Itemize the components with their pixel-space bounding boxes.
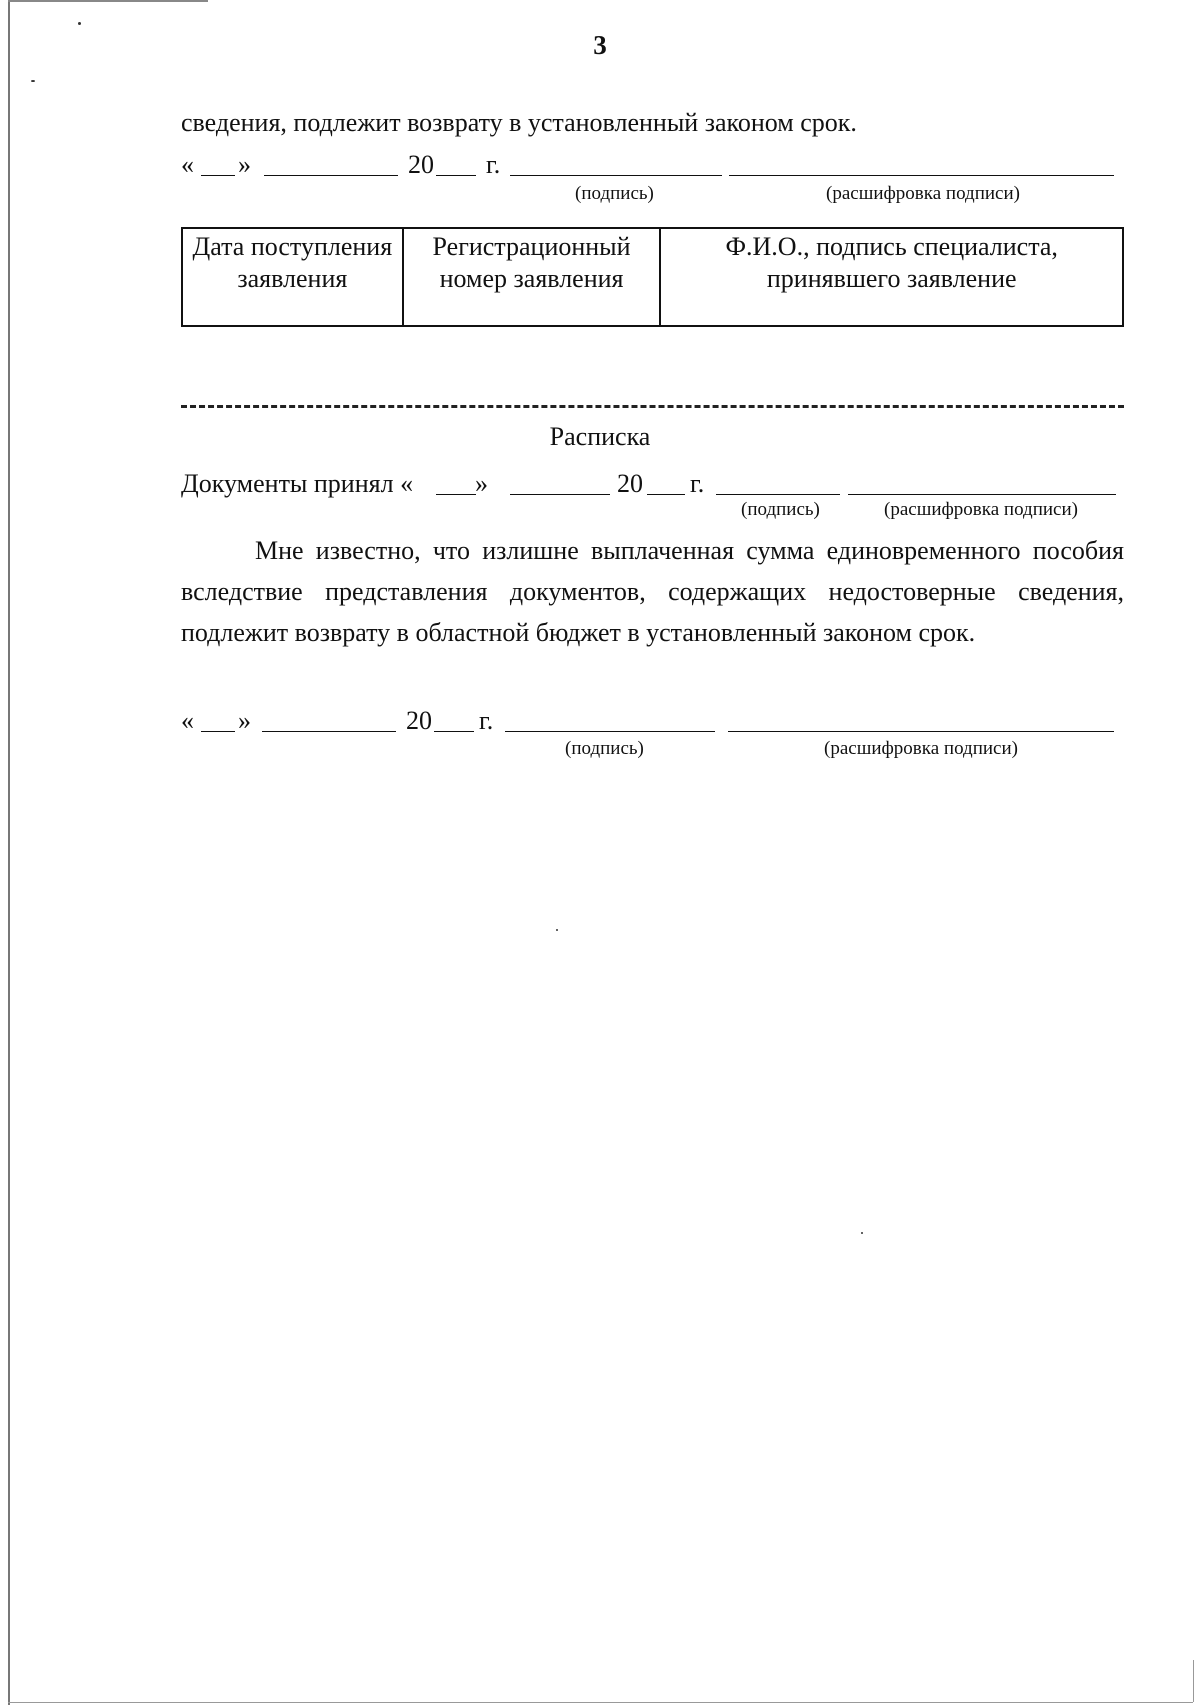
year-prefix: 20 [617,469,643,498]
cut-line-divider [181,405,1124,408]
table-header-date: Дата поступления заявления [182,228,403,326]
year-suffix: г. [690,469,705,498]
decode-caption: (расшифровка подписи) [824,738,1018,759]
receipt-paragraph: Мне известно, что излишне выплаченная сумма единовременного пособия вследствие представления документов, содержащих недостоверные сведения, подлежит возврату в областной бюджет в установленный законом срок. [181,536,1124,647]
scan-speck [861,1232,863,1234]
date-close-quote: » [238,706,251,735]
decode-caption: (расшифровка подписи) [884,499,1078,520]
day-blank [201,731,235,732]
accepted-label: Документы принял « [181,469,414,498]
signature-caption: (подпись) [575,183,654,204]
receipt-title: Расписка [549,422,651,451]
year-blank [647,494,685,495]
month-blank [262,731,396,732]
year-suffix: г. [479,706,494,735]
date-close-quote: » [475,469,488,498]
scan-speck [31,80,35,82]
signature-blank [510,175,722,176]
year-prefix: 20 [406,706,432,735]
signature-blank [505,731,715,732]
signature-caption: (подпись) [741,499,820,520]
year-blank [436,175,476,176]
scan-border-top [8,0,208,2]
month-blank [264,175,398,176]
day-blank [201,175,235,176]
decode-blank [729,175,1114,176]
registration-table [181,227,1124,327]
date-close-quote: » [238,150,251,179]
year-blank [434,731,474,732]
decode-caption: (расшифровка подписи) [826,183,1020,204]
year-suffix: г. [486,150,501,179]
scan-border-bottom [8,1702,1193,1703]
scan-border-left [8,0,10,1705]
day-blank [436,494,476,495]
scan-speck [78,22,81,25]
table-header-reg-number: Регистрационный номер заявления [403,228,661,326]
scan-speck [556,929,558,931]
month-blank [510,494,610,495]
scan-border-right [1193,1660,1194,1702]
date-open-quote: « [181,150,194,179]
year-prefix: 20 [408,150,434,179]
page-number: 3 [593,30,607,60]
signature-blank [716,494,840,495]
continuation-text: сведения, подлежит возврату в установленный законом срок. [181,108,857,137]
signature-caption: (подпись) [565,738,644,759]
table-row [182,228,1123,326]
table-header-specialist: Ф.И.О., подпись специалиста, принявшего заявление [660,228,1123,326]
decode-blank [848,494,1116,495]
decode-blank [728,731,1114,732]
date-open-quote: « [181,706,194,735]
